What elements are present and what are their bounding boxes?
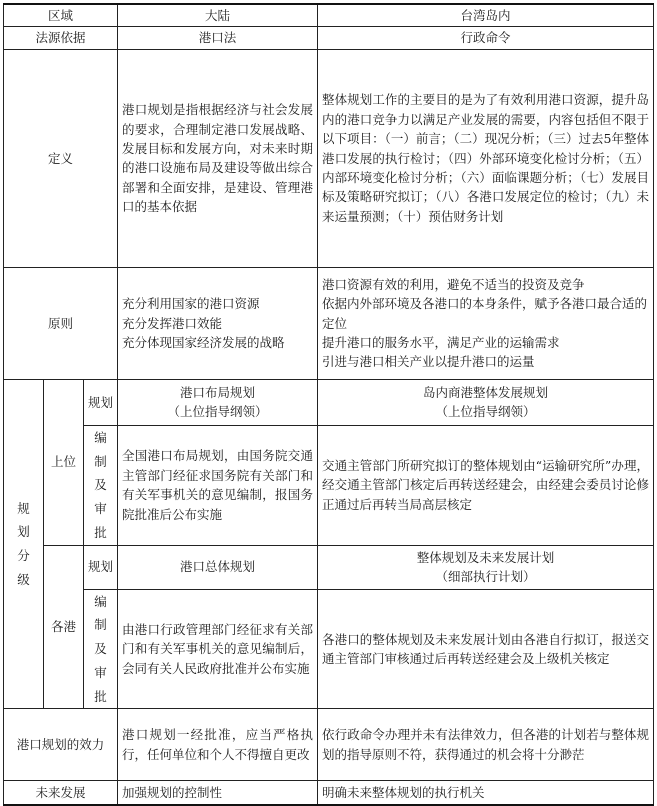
principle-taiwan: [318, 267, 654, 379]
principle-taiwan-item: 引进与港口相关产业以提升港口的运量: [322, 354, 535, 370]
future-row: [4, 781, 654, 805]
future-mainland: 加强规划的控制性: [118, 781, 318, 805]
comparison-table: [3, 3, 654, 806]
upper-approval-row: [4, 425, 654, 545]
principle-row: [4, 267, 654, 379]
upper-plan-taiwan-title: 岛内商港整体发展规划: [423, 384, 549, 400]
upper-plan-mainland: [118, 379, 318, 425]
each-approval-label: 编制及审批: [84, 589, 118, 709]
each-approval-row: [4, 589, 654, 709]
definition-mainland: 港口规划是指根据经济与社会发展的要求，合理制定港口发展战略、发展目标和发展方向，对未来时期的港口设施布局及建设等做出综合部署和全面安排，是建设、管理港口的基本依据: [118, 49, 318, 267]
each-plan-taiwan: [318, 545, 654, 589]
principle-taiwan-item: 依据内外部环境及各港口的本身条件，赋予各港口最合适的定位: [322, 296, 648, 331]
upper-plan-row: [4, 379, 654, 425]
effect-taiwan: 依行政命令办理并未有法律效力，但各港的计划若与整体规划的指导原则不符，获得通过的机会将十分渺茫: [318, 709, 654, 781]
each-plan-taiwan-note: （细部执行计划）: [435, 569, 536, 584]
each-approval-taiwan: 各港口的整体规划及未来发展计划由各港自行拟订，报送交通主管部门审核通过后再转送经建会及上级机关核定: [318, 589, 654, 709]
header-region: 区域: [4, 4, 118, 27]
each-plan-taiwan-title: 整体规划及未来发展计划: [416, 549, 555, 565]
each-label: 各港: [44, 545, 84, 709]
future-label: 未来发展: [4, 781, 118, 805]
effect-label: 港口规划的效力: [4, 709, 118, 781]
definition-label: 定义: [4, 49, 118, 267]
principle-mainland-item: 充分发挥港口效能: [122, 315, 223, 331]
header-row: [4, 4, 654, 27]
principle-taiwan-item: 港口资源有效的利用，避免不适当的投资及竞争: [322, 276, 585, 292]
principle-label: 原则: [4, 267, 118, 379]
definition-taiwan: 整体规划工作的主要目的是为了有效利用港口资源，提升岛内的港口竞争力以满足产业发展的需要，内容包括但不限于以下项目：（一）前言；（二）现况分析；（三）过去5年整体港口发展的执行检讨；（四）外部环境变化检讨分析；（五）内部环境变化检讨分析；（六）面临课题分析；（七）发展目标及策略研究拟订；（八）各港口发展定位的检讨；（九）未来运量预测；（十）预估财务计划: [318, 49, 654, 267]
grading-label: 规划分级: [4, 379, 44, 709]
upper-plan-mainland-note: （上位指导纲领）: [167, 404, 268, 420]
principle-mainland: [118, 267, 318, 379]
each-plan-label: 规划: [84, 545, 118, 589]
upper-label: 上位: [44, 379, 84, 545]
each-plan-row: [4, 545, 654, 589]
legal-basis-label: 法源依据: [4, 27, 118, 49]
upper-plan-taiwan-note: （上位指导纲领）: [435, 404, 536, 420]
upper-plan-label: 规划: [84, 379, 118, 425]
header-taiwan: 台湾岛内: [318, 4, 654, 27]
principle-mainland-item: 充分体现国家经济发展的战略: [122, 334, 285, 350]
upper-approval-taiwan: 交通主管部门所研究拟订的整体规划由“运输研究所”办理，经交通主管部门核定后再转送经建会，由经建会委员讨论修正通过后再转当局高层核定: [318, 425, 654, 545]
header-mainland: 大陆: [118, 4, 318, 27]
principle-taiwan-item: 提升港口的服务水平，满足产业的运输需求: [322, 334, 560, 350]
effect-mainland: 港口规划一经批准，应当严格执行，任何单位和个人不得擅自更改: [118, 709, 318, 781]
upper-approval-label: 编制及审批: [84, 425, 118, 545]
upper-approval-mainland: 全国港口布局规划，由国务院交通主管部门经征求国务院有关部门和有关军事机关的意见编制，报国务院批准后公布实施: [118, 425, 318, 545]
each-approval-mainland: 由港口行政管理部门经征求有关部门和有关军事机关的意见编制后，会同有关人民政府批准并公布实施: [118, 589, 318, 709]
legal-basis-taiwan: 行政命令: [318, 27, 654, 49]
each-plan-mainland: 港口总体规划: [118, 545, 318, 589]
upper-plan-mainland-title: 港口布局规划: [180, 384, 256, 400]
legal-basis-mainland: 港口法: [118, 27, 318, 49]
future-taiwan: 明确未来整体规划的执行机关: [318, 781, 654, 805]
upper-plan-taiwan: [318, 379, 654, 425]
definition-row: [4, 49, 654, 267]
legal-basis-row: [4, 27, 654, 49]
principle-mainland-item: 充分利用国家的港口资源: [122, 296, 260, 312]
effect-row: [4, 709, 654, 781]
